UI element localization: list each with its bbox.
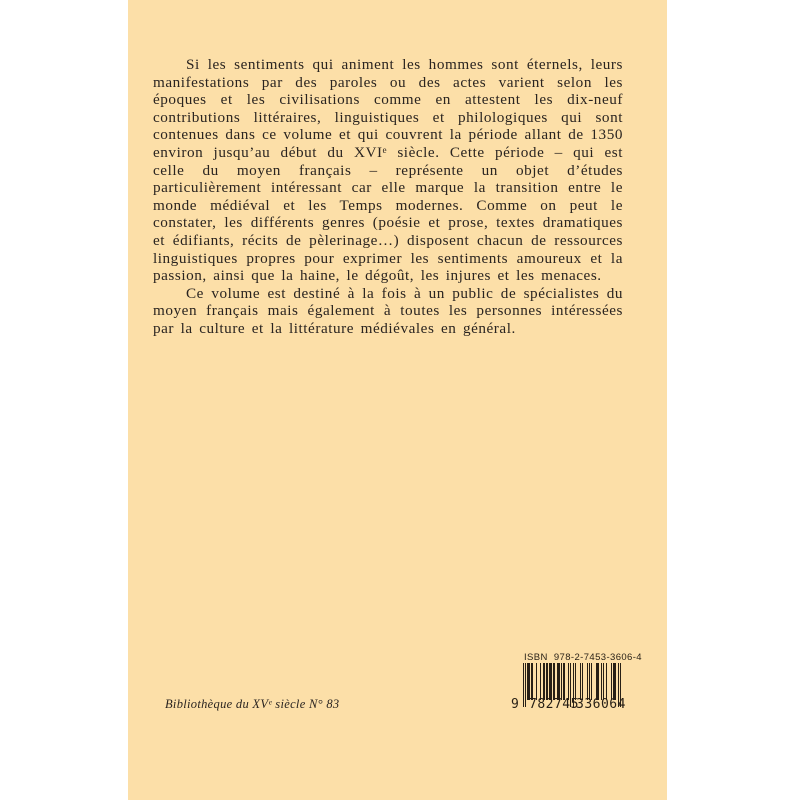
blurb-paragraph-2: Ce volume est destiné à la fois à un public de spécialistes du moyen français mais également à toutes les personnes intéressées par la culture et la littérature médiévales en général. [153,284,623,337]
barcode-block [510,652,642,712]
barcode-row [511,663,642,712]
book-back-cover [128,0,667,800]
series-label: Bibliothèque du XVᵉ siècle N° 83 [165,697,340,711]
blurb-text-block [153,56,623,338]
blurb-paragraph-1: Si les sentiments qui animent les hommes sont éternels, leurs manifestations par des paroles ou des actes varient selon les époques et les civilisations comme en attestent les dix-neuf contributions littéraires, linguistiques et philologiques qui sont contenues dans ce volume et qui couvrent la période allant de 1350 environ jusqu’au début du XVIᵉ siècle. Cette période – qui est celle du moyen français – représente un objet d’études particulièrement intéressant car elle marque la transition entre le monde médiéval et les Temps modernes. Comme on peut le constater, les différents genres (poésie et prose, textes dramatiques et édifiants, récits de pèlerinage…) disposent chacun de ressources linguistiques propres pour exprimer les sentiments amoureux et la passion, ainsi que la haine, le dégoût, les injures et les menaces. [153,56,623,285]
barcode-lead-digit: 9 [511,697,520,712]
barcode-left-digits: 782745 [529,697,579,712]
barcode-right-digits: 336064 [576,697,626,712]
isbn-label: ISBN 978-2-7453-3606-4 [524,652,642,663]
